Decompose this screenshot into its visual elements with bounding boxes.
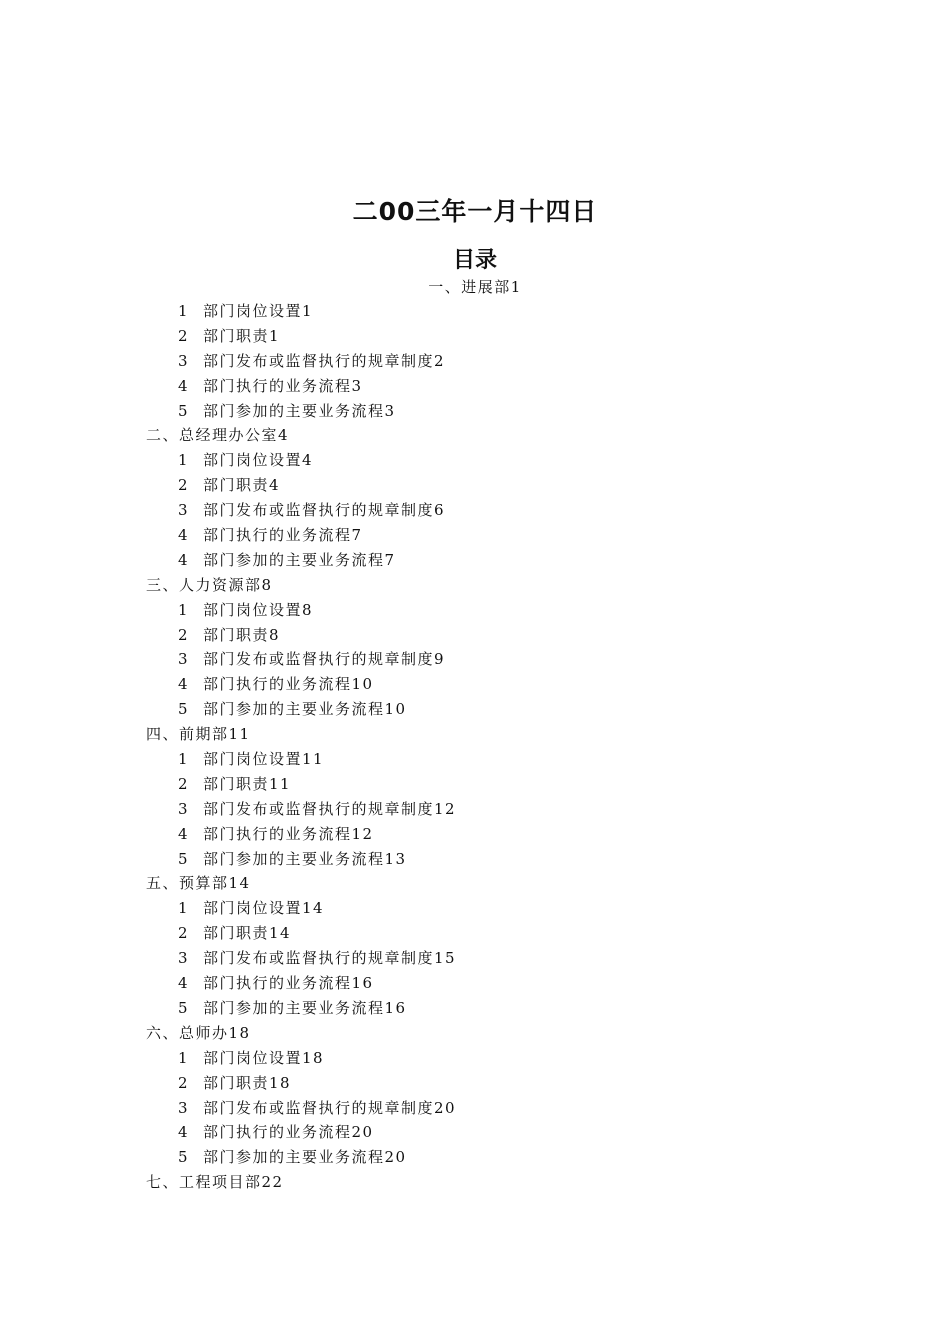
toc-subsection-entry[interactable] — [0, 1120, 950, 1145]
toc-subsection-entry[interactable] — [0, 548, 950, 573]
toc-entry-number: 2 — [178, 1073, 190, 1092]
table-of-contents — [0, 299, 950, 1195]
toc-entry-number: 3 — [178, 1098, 190, 1117]
toc-entry-number: 3 — [178, 799, 190, 818]
toc-entry-text: 部门职责14 — [203, 924, 292, 943]
toc-subsection-entry[interactable] — [0, 971, 950, 996]
toc-entry-number: 4 — [178, 1123, 190, 1142]
toc-entry-text: 部门岗位设置18 — [203, 1048, 325, 1067]
toc-entry-text: 部门执行的业务流程10 — [203, 675, 374, 694]
toc-subsection-entry[interactable] — [0, 672, 950, 697]
toc-entry-text: 部门执行的业务流程12 — [203, 824, 374, 843]
toc-subsection-entry[interactable] — [0, 747, 950, 772]
toc-entry-text: 部门岗位设置11 — [203, 750, 325, 769]
toc-section-entry[interactable] — [0, 871, 950, 896]
toc-entry-number: 1 — [178, 1048, 190, 1067]
toc-entry-number: 1 — [178, 451, 190, 470]
toc-entry-number: 4 — [178, 550, 190, 569]
toc-entry-text: 二、总经理办公室4 — [146, 426, 290, 445]
toc-entry-text: 四、前期部11 — [146, 725, 251, 744]
toc-entry-number: 5 — [178, 401, 190, 420]
toc-subsection-entry[interactable] — [0, 996, 950, 1021]
toc-subsection-entry[interactable] — [0, 921, 950, 946]
toc-subsection-entry[interactable] — [0, 772, 950, 797]
toc-subsection-entry[interactable] — [0, 896, 950, 921]
toc-subsection-entry[interactable] — [0, 946, 950, 971]
toc-section-entry[interactable] — [0, 1021, 950, 1046]
toc-subsection-entry[interactable] — [0, 374, 950, 399]
toc-entry-number: 2 — [178, 774, 190, 793]
toc-subsection-entry[interactable] — [0, 847, 950, 872]
toc-subsection-entry[interactable] — [0, 797, 950, 822]
toc-entry-number: 5 — [178, 700, 190, 719]
toc-entry-text: 部门发布或监督执行的规章制度2 — [203, 351, 446, 370]
toc-entry-text: 部门职责18 — [203, 1073, 292, 1092]
toc-entry-text: 部门发布或监督执行的规章制度15 — [203, 949, 457, 968]
toc-entry-text: 部门职责8 — [203, 625, 281, 644]
toc-subsection-entry[interactable] — [0, 598, 950, 623]
toc-entry-number: 5 — [178, 998, 190, 1017]
toc-entry-number: 3 — [178, 501, 190, 520]
toc-entry-text: 部门执行的业务流程7 — [203, 526, 363, 545]
toc-entry-text: 部门发布或监督执行的规章制度20 — [203, 1098, 457, 1117]
toc-entry-text: 六、总师办18 — [146, 1023, 251, 1042]
toc-subsection-entry[interactable] — [0, 647, 950, 672]
toc-entry-text: 部门发布或监督执行的规章制度9 — [203, 650, 446, 669]
toc-entry-text: 部门岗位设置14 — [203, 899, 325, 918]
toc-entry-number: 1 — [178, 302, 190, 320]
toc-entry-text: 部门参加的主要业务流程16 — [203, 998, 407, 1017]
toc-entry-number: 4 — [178, 376, 190, 395]
toc-entry-number: 4 — [178, 526, 190, 545]
toc-entry-number: 4 — [178, 675, 190, 694]
toc-entry-number: 3 — [178, 949, 190, 968]
toc-subsection-entry[interactable] — [0, 697, 950, 722]
toc-entry-number: 3 — [178, 351, 190, 370]
toc-subsection-entry[interactable] — [0, 822, 950, 847]
toc-subsection-entry[interactable] — [0, 498, 950, 523]
toc-section-entry[interactable] — [0, 722, 950, 747]
toc-entry-number: 3 — [178, 650, 190, 669]
document-date-title: 二00三年一月十四日 — [352, 197, 598, 226]
toc-entry-text: 七、工程项目部22 — [146, 1173, 284, 1192]
toc-entry-text: 部门执行的业务流程20 — [203, 1123, 374, 1142]
toc-entry-section-1[interactable]: 一、进展部1 — [428, 278, 522, 296]
toc-subsection-entry[interactable] — [0, 523, 950, 548]
toc-section-entry[interactable] — [0, 1170, 950, 1195]
toc-subsection-entry[interactable] — [0, 1145, 950, 1170]
toc-entry-number: 2 — [178, 476, 190, 495]
toc-entry-text: 部门岗位设置4 — [203, 451, 314, 470]
toc-entry-text: 三、人力资源部8 — [146, 575, 273, 594]
toc-entry-number: 5 — [178, 1148, 190, 1167]
toc-entry-text: 部门发布或监督执行的规章制度12 — [203, 799, 457, 818]
toc-section-entry[interactable] — [0, 573, 950, 598]
toc-entry-text: 部门参加的主要业务流程10 — [203, 700, 407, 719]
toc-subsection-entry[interactable] — [0, 473, 950, 498]
toc-subsection-entry[interactable] — [0, 349, 950, 374]
toc-subsection-entry[interactable] — [0, 399, 950, 424]
toc-subsection-entry[interactable] — [0, 1071, 950, 1096]
toc-entry-number: 2 — [178, 625, 190, 644]
toc-entry-text: 部门发布或监督执行的规章制度6 — [203, 501, 446, 520]
toc-subsection-entry[interactable] — [0, 623, 950, 648]
toc-section-entry[interactable] — [0, 423, 950, 448]
toc-entry-number: 4 — [178, 974, 190, 993]
toc-entry-text: 五、预算部14 — [146, 874, 251, 893]
toc-entry-number: 4 — [178, 824, 190, 843]
toc-entry-number: 2 — [178, 924, 190, 943]
toc-heading: 目录 — [452, 248, 497, 273]
toc-entry-text: 部门职责1 — [203, 326, 281, 345]
toc-subsection-entry[interactable] — [0, 299, 950, 324]
toc-entry-text: 部门参加的主要业务流程3 — [203, 401, 396, 420]
toc-entry-number: 5 — [178, 849, 190, 868]
toc-entry-text: 部门执行的业务流程3 — [203, 376, 363, 395]
toc-entry-number: 2 — [178, 326, 190, 345]
toc-subsection-entry[interactable] — [0, 1046, 950, 1071]
toc-entry-text: 部门参加的主要业务流程7 — [203, 550, 396, 569]
toc-entry-text: 部门岗位设置1 — [203, 302, 314, 320]
toc-subsection-entry[interactable] — [0, 1096, 950, 1121]
toc-entry-text: 部门岗位设置8 — [203, 600, 314, 619]
toc-entry-number: 1 — [178, 600, 190, 619]
toc-subsection-entry[interactable] — [0, 448, 950, 473]
toc-entry-text: 部门职责4 — [203, 476, 281, 495]
toc-entry-text: 部门参加的主要业务流程13 — [203, 849, 407, 868]
toc-entry-text: 部门职责11 — [203, 774, 292, 793]
toc-entry-text: 部门执行的业务流程16 — [203, 974, 374, 993]
toc-entry-number: 1 — [178, 899, 190, 918]
toc-entry-number: 1 — [178, 750, 190, 769]
toc-subsection-entry[interactable] — [0, 324, 950, 349]
toc-entry-text: 部门参加的主要业务流程20 — [203, 1148, 407, 1167]
